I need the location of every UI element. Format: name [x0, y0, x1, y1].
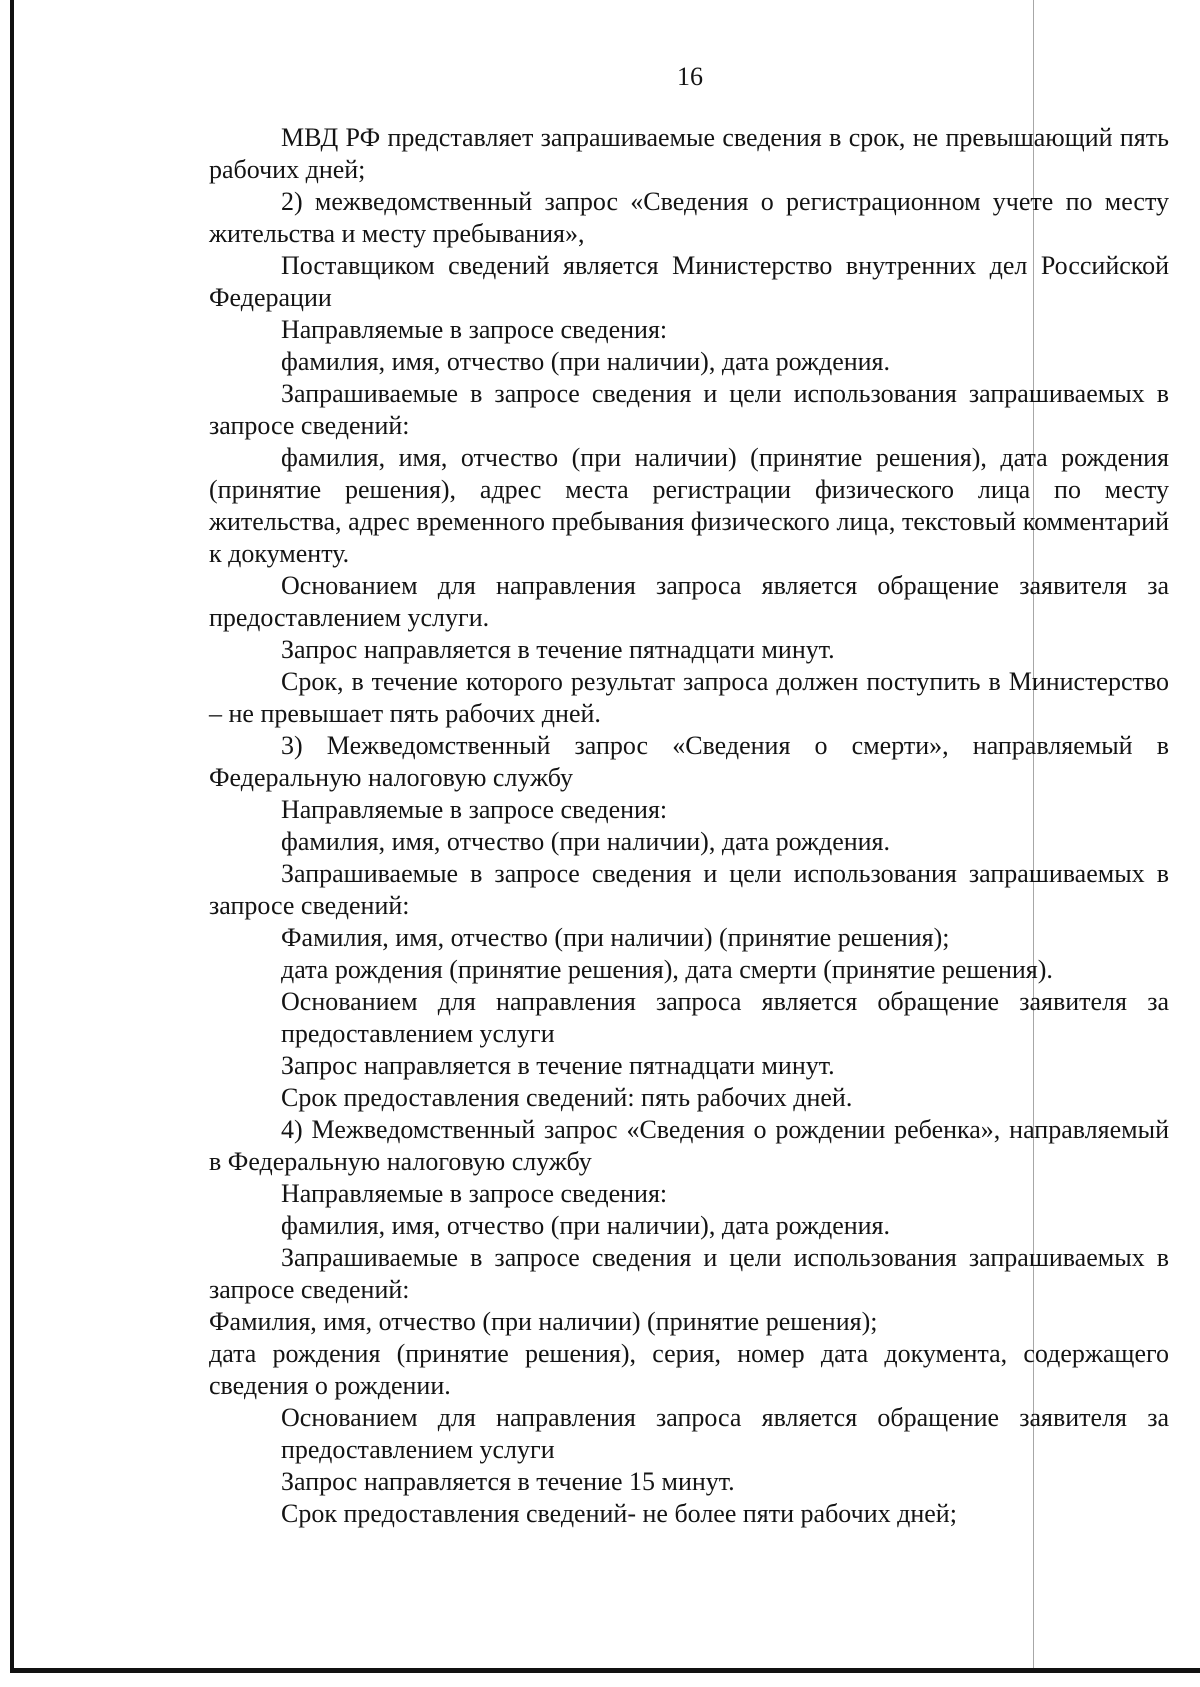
paragraph: Срок, в течение которого результат запроса должен поступить в Министерство – не превышает пять рабочих дней.: [209, 667, 1169, 728]
page-number: 16: [677, 62, 703, 91]
paragraph: фамилия, имя, отчество (при наличии) (принятие решения), дата рождения (принятие решения), адрес места регистрации физического лица по месту жительства, адрес временного пребывания физического лица, текстовый комментарий к документу.: [209, 443, 1169, 568]
paragraph: Запрашиваемые в запросе сведения и цели использования запрашиваемых в запросе сведений:: [209, 379, 1169, 440]
paragraph: Поставщиком сведений является Министерство внутренних дел Российской Федерации: [209, 251, 1169, 312]
paragraph: Направляемые в запросе сведения:: [281, 795, 668, 824]
paragraph: 2) межведомственный запрос «Сведения о регистрационном учете по месту жительства и месту пребывания»,: [209, 187, 1169, 248]
paragraph: дата рождения (принятие решения), серия, номер дата документа, содержащего сведения о рождении.: [209, 1339, 1169, 1400]
paragraph: 4) Межведомственный запрос «Сведения о рождении ребенка», направляемый в Федеральную налоговую службу: [209, 1115, 1169, 1176]
paragraph: фамилия, имя, отчество (при наличии), дата рождения.: [281, 347, 891, 376]
paragraph: дата рождения (принятие решения), дата смерти (принятие решения).: [281, 955, 1053, 984]
paragraph: Запрос направляется в течение пятнадцати минут.: [281, 635, 835, 664]
paragraph: Направляемые в запросе сведения:: [281, 315, 668, 344]
paragraph: Основанием для направления запроса является обращение заявителя за предоставлением услуги: [281, 987, 1169, 1048]
paragraph: Запрос направляется в течение 15 минут.: [281, 1467, 735, 1496]
paragraph: Запрос направляется в течение пятнадцати минут.: [281, 1051, 835, 1080]
paragraph: 3) Межведомственный запрос «Сведения о смерти», направляемый в Федеральную налоговую службу: [209, 731, 1169, 792]
paragraph: Фамилия, имя, отчество (при наличии) (принятие решения);: [281, 923, 950, 952]
paragraph: Основанием для направления запроса является обращение заявителя за предоставлением услуги.: [209, 571, 1169, 632]
document-body: [209, 122, 1169, 1530]
paragraph: Срок предоставления сведений- не более пяти рабочих дней;: [281, 1499, 957, 1528]
paragraph: фамилия, имя, отчество (при наличии), дата рождения.: [281, 827, 891, 856]
paragraph: Направляемые в запросе сведения:: [281, 1179, 668, 1208]
paragraph: Фамилия, имя, отчество (при наличии) (принятие решения);: [209, 1307, 878, 1336]
paragraph: Запрашиваемые в запросе сведения и цели использования запрашиваемых в запросе сведений:: [209, 1243, 1169, 1304]
scan-border-bottom: [10, 1668, 1200, 1673]
paragraph: Основанием для направления запроса является обращение заявителя за предоставлением услуги: [281, 1403, 1169, 1464]
paragraph: МВД РФ представляет запрашиваемые сведения в срок, не превышающий пять рабочих дней;: [209, 123, 1169, 184]
paragraph: Срок предоставления сведений: пять рабочих дней.: [281, 1083, 853, 1112]
paragraph: Запрашиваемые в запросе сведения и цели использования запрашиваемых в запросе сведений:: [209, 859, 1169, 920]
paragraph: фамилия, имя, отчество (при наличии), дата рождения.: [281, 1211, 891, 1240]
scan-border-left: [10, 0, 14, 1672]
